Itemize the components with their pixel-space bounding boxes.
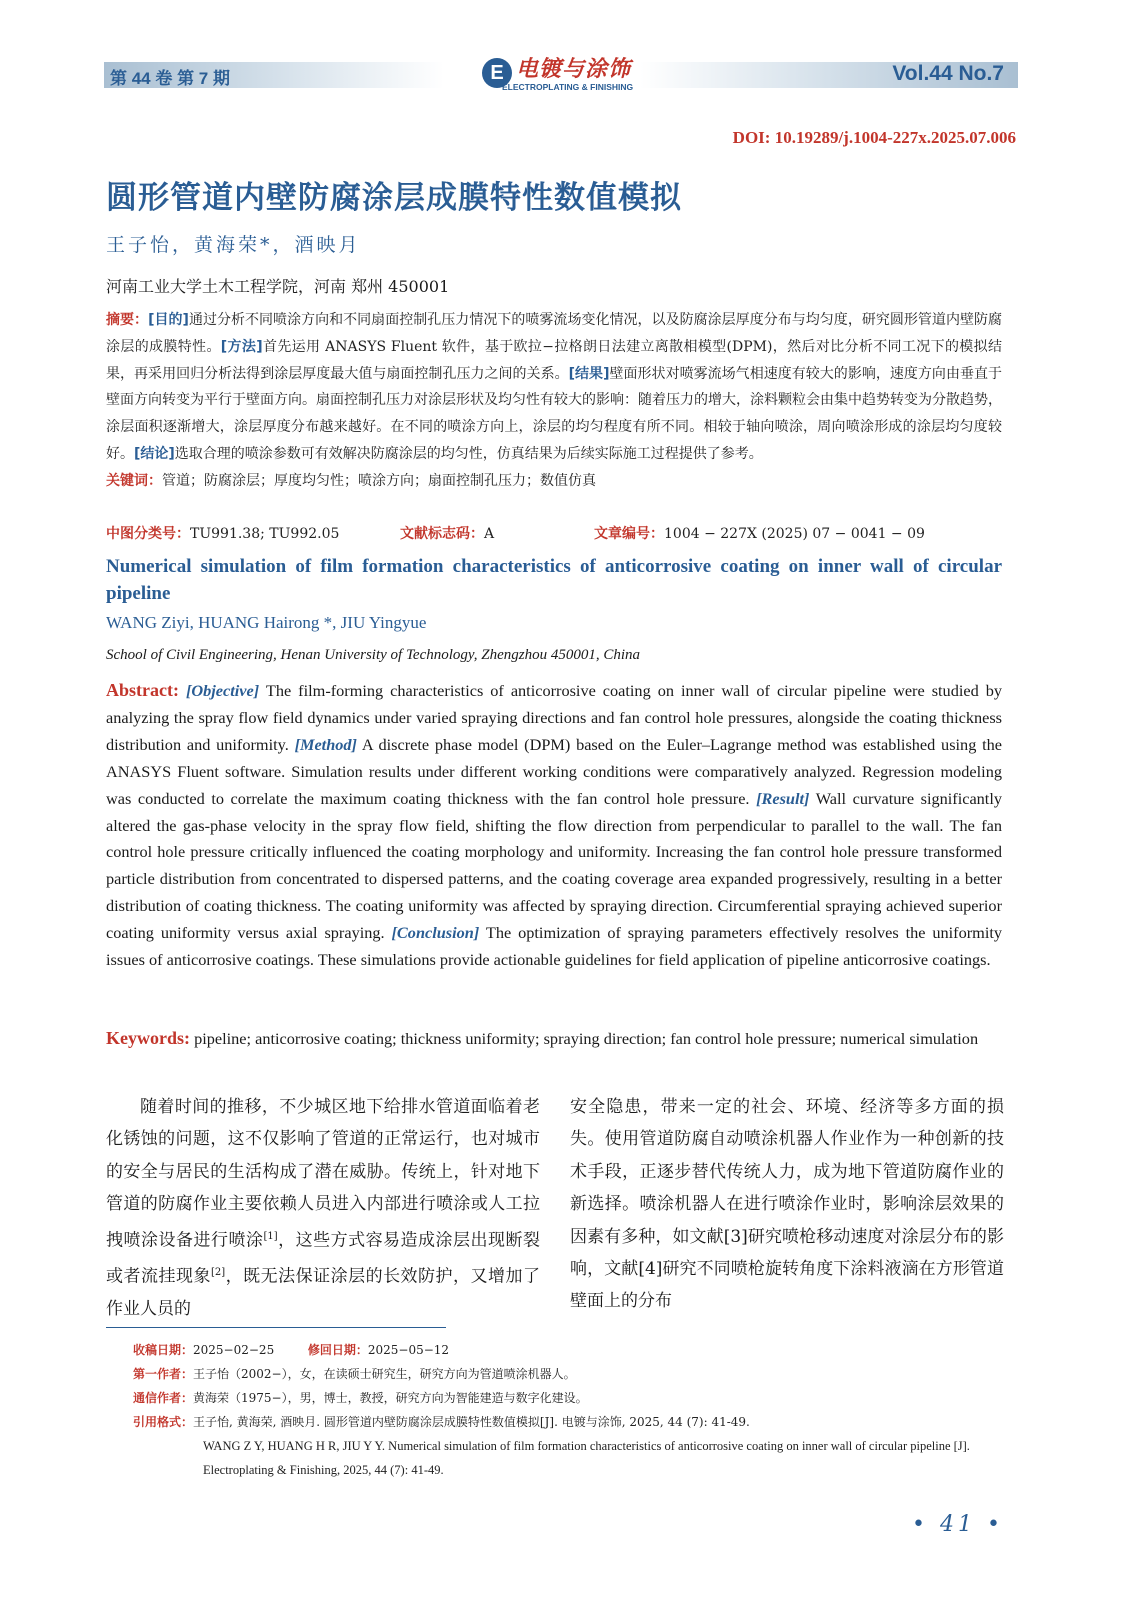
citation-cn: 王子怡, 黄海荣, 酒映月. 圆形管道内壁防腐涂层成膜特性数值模拟[J]. 电镀与涂饰, 2025, 44 (7): 41-49. xyxy=(193,1415,750,1429)
corresponding-author-row xyxy=(133,1386,1003,1410)
ref-2[interactable]: [2] xyxy=(210,1266,226,1278)
doc-code-value: A xyxy=(484,526,495,542)
abstract-en xyxy=(106,677,1002,974)
result-en: Wall curvature significantly altered the gas-phase velocity in the spray flow field, shifting the flow direction from perpendicular to parallel to the wall. The fan control hole pressure critically influenced the coating morphology and uniformity. Increasing the fan control hole pressure transformed particle distribution from concentrated to dispersed patterns, and the coating coverage area expanded progressively, resulting in a better distribution of coating thickness. The coating uniformity was affected by spraying direction. Circumferential spraying achieved superior coating uniformity versus axial spraying. xyxy=(106,788,1002,943)
keywords-cn: 管道；防腐涂层；厚度均匀性；喷涂方向；扇面控制孔压力；数值仿真 xyxy=(162,472,596,489)
body-column-left xyxy=(106,1091,540,1325)
abstract-en-label: Abstract: xyxy=(106,680,179,700)
issue-en: Vol.44 No.7 xyxy=(892,62,1004,85)
method-cn-label: [方法] xyxy=(220,338,263,355)
revised-label: 修回日期： xyxy=(307,1343,368,1357)
clc-label: 中图分类号： xyxy=(106,526,190,542)
conclusion-en-label: [Conclusion] xyxy=(391,923,480,943)
conclusion-en: The optimization of spraying parameters effectively resolves the uniformity issues of anticorrosive coatings. These simulations provide actionable guidelines for field application of pipeline anticorrosive coatings. xyxy=(106,923,1003,970)
doi[interactable]: DOI: 10.19289/j.1004-227x.2025.07.006 xyxy=(732,128,1016,147)
page-number: • 41 • xyxy=(912,1512,1004,1537)
body-left-p3: ，既无法保证涂层的长效防护，又增加了作业人员的 xyxy=(106,1266,541,1319)
dates-row xyxy=(133,1338,1003,1362)
clc-value: TU991.38; TU992.05 xyxy=(190,526,340,542)
keywords-cn-label: 关键词： xyxy=(106,472,162,489)
method-cn: 首先运用 ANASYS Fluent 软件，基于欧拉−拉格朗日法建立离散相模型(DPM)，然后对比分析不同工况下的模拟结果，再采用回归分析法得到涂层厚度最大值与扇面控制孔压力之间的关系。 xyxy=(106,338,1003,382)
issue-banner-left xyxy=(104,62,444,88)
authors-en: WANG Ziyi, HUANG Hairong *, JIU Yingyue xyxy=(106,613,427,632)
title-en: Numerical simulation of film formation characteristics of anticorrosive coating on inner wall of circular pipeline xyxy=(106,556,1002,604)
keywords-en: pipeline; anticorrosive coating; thickness uniformity; spraying direction; fan control hole pressure; numerical simulation xyxy=(194,1029,979,1048)
keywords-en-label: Keywords: xyxy=(106,1028,190,1048)
result-en-label: [Result] xyxy=(756,788,810,808)
journal-logo xyxy=(482,50,642,98)
ref-1[interactable]: [1] xyxy=(263,1230,278,1242)
footnotes xyxy=(133,1338,1003,1482)
journal-logo-icon: E xyxy=(482,58,512,88)
citation-cn-row xyxy=(133,1410,1003,1434)
objective-en: The film-forming characteristics of anticorrosive coating on inner wall of circular pipeline were studied by analyzing the spray flow field dynamics under varied spraying directions and fan control hole pressures, alongside the coating thickness distribution and uniformity. xyxy=(106,681,1002,754)
abstract-cn-label: 摘要： xyxy=(106,312,149,328)
body-column-right: 安全隐患，带来一定的社会、环境、经济等多方面的损失。使用管道防腐自动喷涂机器人作业作为一种创新的技术手段，正逐步替代传统人力，成为地下管道防腐作业的新选择。喷涂机器人在进行喷涂作业时，影响涂层效果的因素有多种，如文献[3]研究喷枪移动速度对涂层分布的影响，文献[4]研究不同喷枪旋转角度下涂料液滴在方形管道壁面上的分布 xyxy=(570,1097,1004,1312)
conclusion-cn-label: [结论] xyxy=(134,445,175,462)
result-cn: 壁面形状对喷雾流场气相速度有较大的影响，速度方向由垂直于壁面方向转变为平行于壁面方向。扇面控制孔压力对涂层形状及均匀性有较大的影响：随着压力的增大，涂料颗粒会由集中趋势转变为分散趋势，涂层面积逐渐增大，涂层厚度分布越来越好。在不同的喷涂方向上，涂层的均匀程度有所不同。相较于轴向喷涂，周向喷涂形成的涂层均匀度较好。 xyxy=(106,365,1003,462)
citation-en: WANG Z Y, HUANG H R, JIU Y Y. Numerical simulation of film formation characteristics of anticorrosive coating on inner wall of circular pipeline [J]. Electroplating & Finishing, 2025, 44 (7): 41-49. xyxy=(203,1439,970,1477)
body-left-p2: ，这些方式容易造成涂层出现断裂或者流挂现象 xyxy=(106,1230,541,1287)
objective-cn: 通过分析不同喷涂方向和不同扇面控制孔压力情况下的喷雾流场变化情况，以及防腐涂层厚度分布与均匀度，研究圆形管道内壁防腐涂层的成膜特性。 xyxy=(106,312,1003,355)
article-no-value: 1004 − 227X (2025) 07 − 0041 − 09 xyxy=(664,526,925,542)
revised-date: 2025−05−12 xyxy=(367,1343,450,1357)
doc-code-label: 文献标志码： xyxy=(400,526,484,542)
corresponding-author: 黄海荣（1975−），男，博士，教授，研究方向为智能建造与数字化建设。 xyxy=(193,1391,588,1405)
abstract-cn xyxy=(106,307,1002,495)
received-label: 收稿日期： xyxy=(133,1343,194,1357)
affiliation-cn: 河南工业大学土木工程学院，河南 郑州 450001 xyxy=(106,277,450,296)
issue-banner-right xyxy=(640,62,1018,88)
journal-logo-en: ELECTROPLATING & FINISHING xyxy=(502,82,634,92)
objective-cn-label: [目的] xyxy=(148,312,189,328)
article-number xyxy=(594,523,925,543)
first-author: 王子怡（2002−），女，在读硕士研究生，研究方向为管道喷涂机器人。 xyxy=(193,1367,576,1381)
received-date: 2025−02−25 xyxy=(193,1343,275,1357)
authors-cn: 王子怡，黄海荣*，酒映月 xyxy=(106,234,361,256)
title-cn: 圆形管道内壁防腐涂层成膜特性数值模拟 xyxy=(106,180,682,216)
method-en-label: [Method] xyxy=(294,734,357,754)
corresponding-label: 通信作者： xyxy=(133,1391,194,1405)
keywords-en-block xyxy=(106,1025,1002,1053)
first-author-label: 第一作者： xyxy=(133,1367,194,1381)
clc-code xyxy=(106,523,339,543)
body-left-p1: 随着时间的推移，不少城区地下给排水管道面临着老化锈蚀的问题，这不仅影响了管道的正常运行，也对城市的安全与居民的生活构成了潜在威胁。传统上，针对地下管道的防腐作业主要依赖人员进入内部进行喷涂或人工拉拽喷涂设备进行喷涂 xyxy=(106,1097,540,1251)
journal-logo-cn: 电镀与涂饰 xyxy=(516,56,632,82)
result-cn-label: [结果] xyxy=(568,365,610,382)
objective-en-label: [Objective] xyxy=(185,681,260,700)
first-author-row xyxy=(133,1362,1003,1386)
affiliation-en: School of Civil Engineering, Henan University of Technology, Zhengzhou 450001, China xyxy=(106,647,640,663)
issue-cn: 第 44 卷 第 7 期 xyxy=(110,69,230,88)
doc-code xyxy=(400,523,494,543)
method-en: A discrete phase model (DPM) based on the Euler–Lagrange method was established using the ANASYS Fluent software. Simulation results under different working conditions were comparatively analyzed. Regression modeling was conducted to correlate the maximum coating thickness with the fan control hole pressure. xyxy=(106,734,1002,808)
footnote-divider xyxy=(106,1327,446,1328)
citation-label: 引用格式： xyxy=(133,1415,194,1429)
conclusion-cn: 选取合理的喷涂参数可有效解决防腐涂层的均匀性，仿真结果为后续实际施工过程提供了参考。 xyxy=(174,445,763,462)
article-no-label: 文章编号： xyxy=(594,526,664,542)
